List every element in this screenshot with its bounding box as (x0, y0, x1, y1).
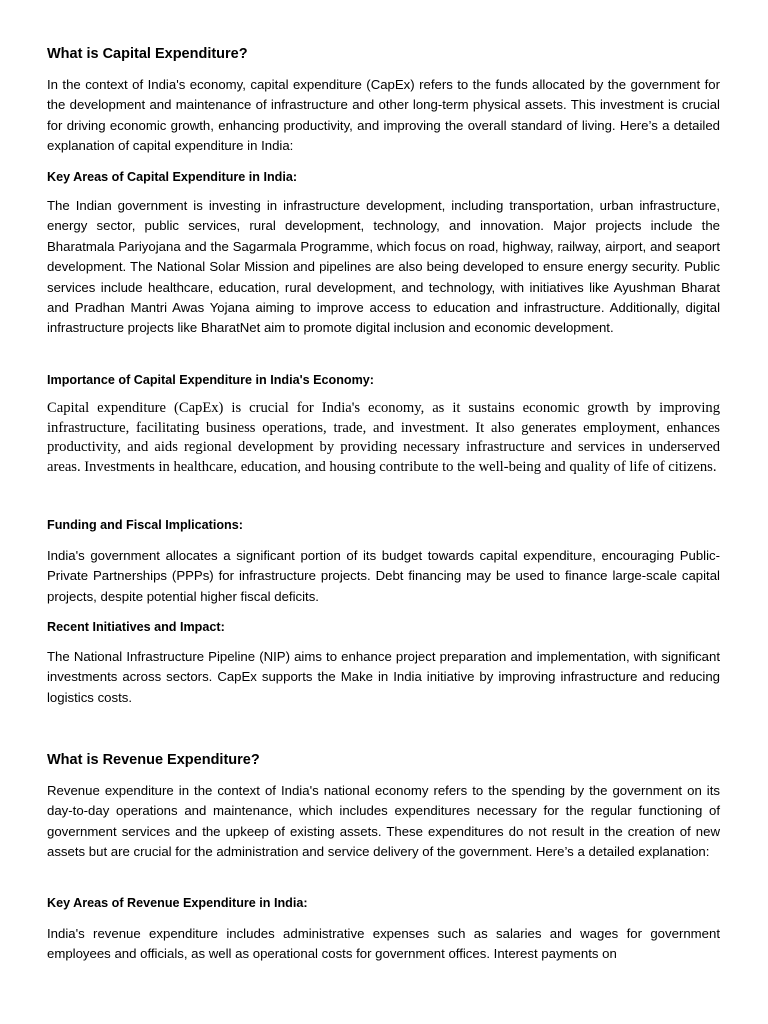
revex-intro-paragraph: Revenue expenditure in the context of India's national economy refers to the spending by the government on its day-to-day operations and maintenance, which includes expenditures necessary for the regular functioning of government services and the upkeep of existing assets. These expenditures do not result in the creation of new assets but are crucial for the administration and service delivery of the government. Here’s a detailed explanation: (47, 783, 720, 860)
capex-key-areas-heading: Key Areas of Capital Expenditure in India: (47, 170, 298, 184)
capex-recent-paragraph: The National Infrastructure Pipeline (NIP) aims to enhance project preparation and implementation, with significant investments across sectors. CapEx supports the Make in India initiative by improving infrastructure and reducing logistics costs. (47, 649, 720, 705)
capex-intro-paragraph: In the context of India's economy, capital expenditure (CapEx) refers to the funds allocated by the government for the development and maintenance of infrastructure and other long-term physical assets. This investment is crucial for driving economic growth, enhancing productivity, and improving the overall standard of living. Here’s a detailed explanation of capital expenditure in India: (47, 77, 720, 154)
revex-title: What is Revenue Expenditure? (47, 752, 260, 768)
capex-funding-paragraph: India's government allocates a significant portion of its budget towards capital expenditure, encouraging Public-Private Partnerships (PPPs) for infrastructure projects. Debt financing may be used to finance large-scale capital projects, despite potential higher fiscal deficits. (47, 548, 720, 604)
capex-funding-heading: Funding and Fiscal Implications: (47, 518, 243, 532)
capex-importance-heading: Importance of Capital Expenditure in India's Economy: (47, 373, 374, 387)
revex-key-areas-paragraph: India's revenue expenditure includes administrative expenses such as salaries and wages for government employees and officials, as well as operational costs for government offices. Interest payments on (47, 926, 720, 962)
capex-importance-paragraph: Capital expenditure (CapEx) is crucial for India's economy, as it sustains economic growth by improving infrastructure, facilitating business operations, trade, and investment. It also generates employment, enhances productivity, and aids regional development by providing necessary infrastructure and services in underserved areas. Investments in healthcare, education, and housing contribute to the well-being and quality of life of citizens. (47, 400, 720, 475)
revex-key-areas-heading: Key Areas of Revenue Expenditure in India: (47, 896, 308, 910)
capex-recent-heading: Recent Initiatives and Impact: (47, 620, 225, 634)
capex-title: What is Capital Expenditure? (47, 46, 248, 62)
capex-key-areas-paragraph: The Indian government is investing in infrastructure development, including transportation, urban infrastructure, energy sector, public services, rural development, technology, and innovation. Major projects include the Bharatmala Pariyojana and the Sagarmala Programme, which focus on road, highway, railway, airport, and seaport development. The National Solar Mission and pipelines are also being developed to ensure energy security. Public services include healthcare, education, rural development, and technology, with initiatives like Ayushman Bharat and Pradhan Mantri Awas Yojana aiming to improve access to education and infrastructure. Additionally, digital infrastructure projects like BharatNet aim to promote digital inclusion and economic development. (47, 198, 720, 336)
